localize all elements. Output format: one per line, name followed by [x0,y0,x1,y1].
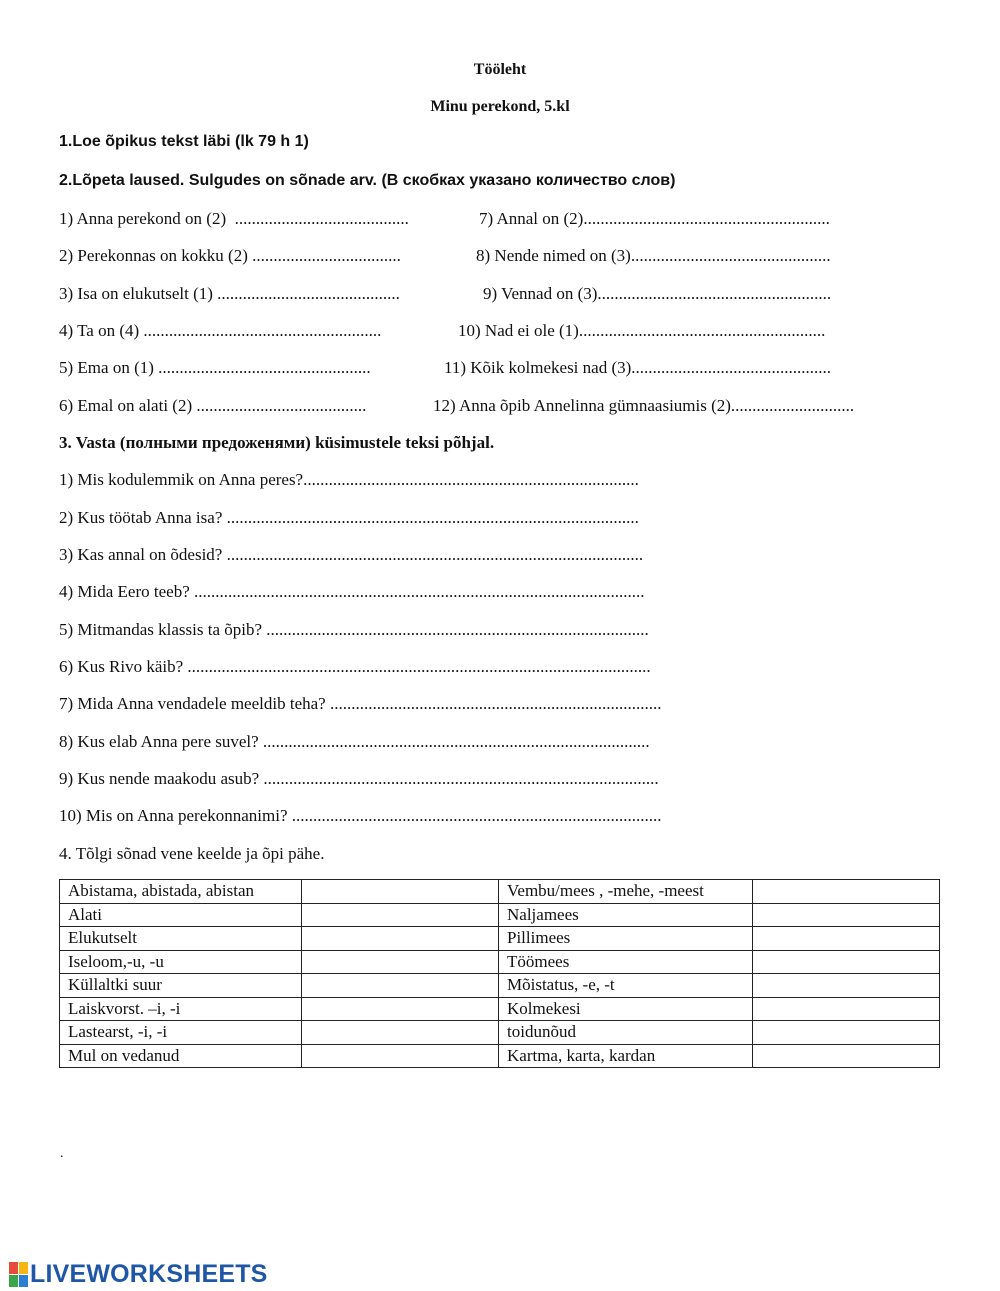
estonian-word: Mul on vedanud [60,1044,302,1068]
table-row [60,997,940,1021]
logo-blocks-icon [9,1262,28,1287]
estonian-word: Töömees [499,950,753,974]
translation-cell[interactable] [302,974,499,998]
stray-dot: . [60,1146,64,1161]
estonian-word: Lastearst, -i, -i [60,1021,302,1045]
translation-cell[interactable] [753,1021,940,1045]
logo-block [19,1275,28,1287]
estonian-word: Kolmekesi [499,997,753,1021]
table-row [60,1044,940,1068]
translation-cell[interactable] [753,927,940,951]
task2-heading: 2.Lõpeta laused. Sulgudes on sõnade arv. (В скобках указано количество слов) [59,172,676,189]
translation-cell[interactable] [302,950,499,974]
translation-cell[interactable] [302,1021,499,1045]
translation-cell[interactable] [753,903,940,927]
estonian-word: Iseloom,-u, -u [60,950,302,974]
task3-question-4: 4) Mida Eero teeb? .......................................................................................................... [59,582,645,601]
task3-question-10: 10) Mis on Anna perekonnanimi? ....................................................................................... [59,806,662,825]
translation-cell[interactable] [753,880,940,904]
table-row [60,1021,940,1045]
worksheet-title: Tööleht [473,61,527,78]
task4-heading: 4. Tõlgi sõnad vene keelde ja õpi pähe. [59,844,325,863]
task2-right-7: 7) Annal on (2).......................................................... [479,209,830,228]
task2-left-6: 6) Emal on alati (2) ........................................ [59,396,367,415]
task2-right-12: 12) Anna õpib Annelinna gümnaasiumis (2)............................. [433,396,855,415]
task3-question-3: 3) Kas annal on õdesid? .................................................................................................. [59,545,644,564]
task3-question-1: 1) Mis kodulemmik on Anna peres?............................................................................... [59,470,639,489]
logo-block [9,1275,18,1287]
translation-cell[interactable] [753,997,940,1021]
task2-left-3: 3) Isa on elukutselt (1) ........................................... [59,284,400,303]
translation-cell[interactable] [302,903,499,927]
task3-heading: 3. Vasta (полными предоженями) küsimustele teksi põhjal. [59,433,495,452]
task3-question-9: 9) Kus nende maakodu asub? ............................................................................................. [59,769,659,788]
task2-right-11: 11) Kõik kolmekesi nad (3)............................................... [444,358,832,377]
estonian-word: Küllaltki suur [60,974,302,998]
task2-right-9: 9) Vennad on (3)....................................................... [483,284,832,303]
translation-cell[interactable] [302,997,499,1021]
vocabulary-table [59,879,940,1068]
task2-left-1: 1) Anna perekond on (2) ......................................... [59,209,409,228]
estonian-word: Naljamees [499,903,753,927]
logo-block [9,1262,18,1274]
estonian-word: Mõistatus, -e, -t [499,974,753,998]
estonian-word: Vembu/mees , -mehe, -meest [499,880,753,904]
translation-cell[interactable] [302,927,499,951]
estonian-word: Kartma, karta, kardan [499,1044,753,1068]
translation-cell[interactable] [302,880,499,904]
task3-question-7: 7) Mida Anna vendadele meeldib teha? .............................................................................. [59,694,662,713]
task1-heading: 1.Loe õpikus tekst läbi (lk 79 h 1) [59,133,309,150]
task3-question-8: 8) Kus elab Anna pere suvel? ........................................................................................... [59,732,650,751]
translation-cell[interactable] [753,950,940,974]
task3-question-6: 6) Kus Rivo käib? ............................................................................................................. [59,657,651,676]
task2-left-4: 4) Ta on (4) ........................................................ [59,321,382,340]
liveworksheets-logo[interactable] [9,1260,268,1289]
task2-right-10: 10) Nad ei ole (1).......................................................... [458,321,826,340]
table-row [60,974,940,998]
task2-right-8: 8) Nende nimed on (3)............................................... [476,246,831,265]
estonian-word: Pillimees [499,927,753,951]
table-row [60,950,940,974]
table-row [60,903,940,927]
task3-question-2: 2) Kus töötab Anna isa? ................................................................................................. [59,508,639,527]
estonian-word: toidunõud [499,1021,753,1045]
task2-left-2: 2) Perekonnas on kokku (2) ................................... [59,246,401,265]
table-row [60,927,940,951]
worksheet-subtitle: Minu perekond, 5.kl [430,98,570,115]
task2-left-5: 5) Ema on (1) .................................................. [59,358,371,377]
logo-block [19,1262,28,1274]
translation-cell[interactable] [753,1044,940,1068]
logo-text: LIVEWORKSHEETS [30,1260,268,1288]
task3-question-5: 5) Mitmandas klassis ta õpib? .......................................................................................... [59,620,649,639]
translation-cell[interactable] [753,974,940,998]
estonian-word: Alati [60,903,302,927]
estonian-word: Elukutselt [60,927,302,951]
estonian-word: Abistama, abistada, abistan [60,880,302,904]
estonian-word: Laiskvorst. –i, -i [60,997,302,1021]
translation-cell[interactable] [302,1044,499,1068]
table-row [60,880,940,904]
